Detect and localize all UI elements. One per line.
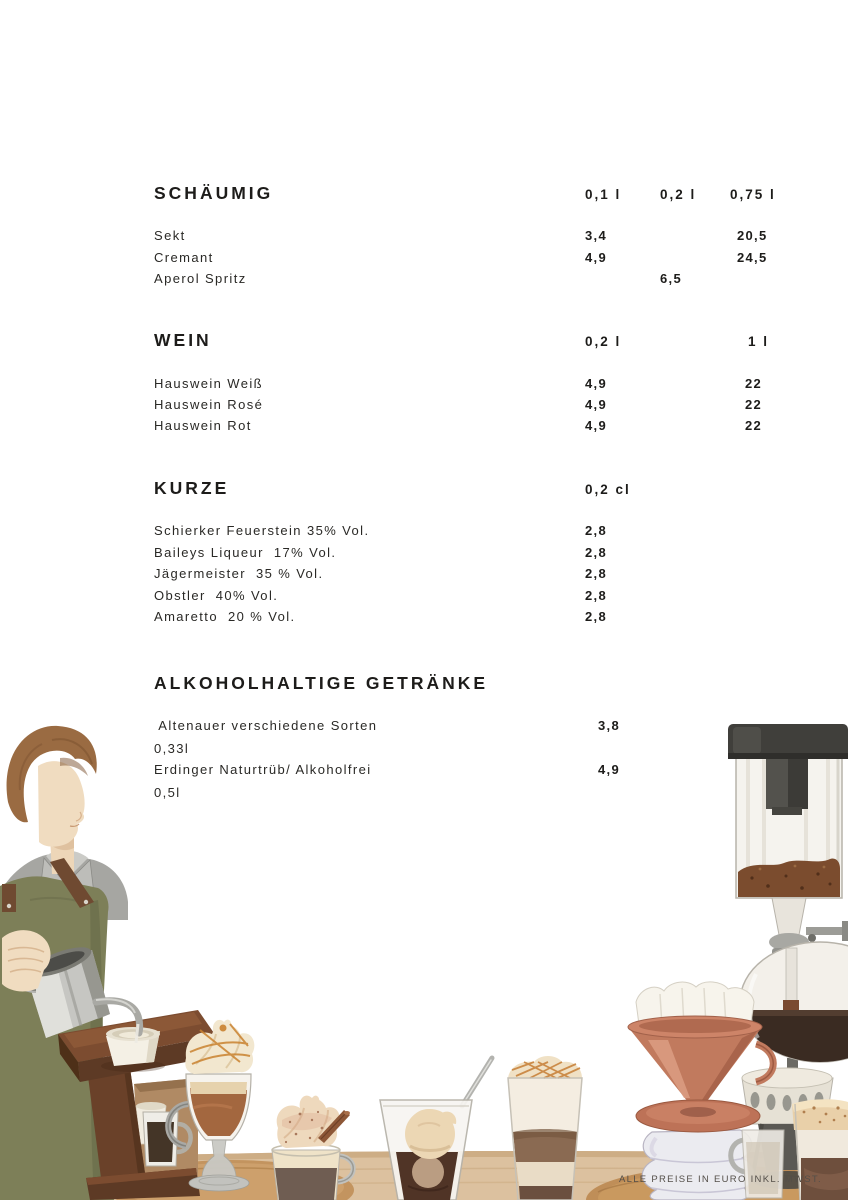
latte-macchiato-illustration	[508, 1056, 582, 1200]
column-header: 0,75 l	[730, 187, 776, 202]
item-name: Hauswein Weiß	[154, 376, 263, 391]
item-name: Hauswein Rot	[154, 418, 252, 433]
column-header: 0,2 l	[660, 187, 697, 202]
menu-item	[154, 272, 814, 288]
section-title: ALKOHOLHALTIGE GETRÄNKE	[154, 673, 489, 693]
item-price: 3,8	[598, 718, 620, 733]
menu-item	[154, 377, 814, 393]
item-price: 22	[745, 376, 763, 391]
item-name: Obstler 40% Vol.	[154, 587, 279, 603]
item-price: 2,8	[585, 609, 607, 624]
item-price: 2,8	[585, 523, 607, 538]
menu-item-size	[154, 742, 814, 758]
menu-item-size	[154, 786, 814, 802]
menu-item	[154, 524, 814, 540]
item-name: Cremant	[154, 249, 214, 265]
item-name: Aperol Spritz	[154, 271, 247, 286]
item-price: 3,4	[585, 228, 607, 243]
item-price: 2,8	[585, 544, 607, 560]
brew-stand	[86, 1068, 200, 1200]
foam-top	[508, 1056, 582, 1078]
section-title: SCHÄUMIG	[154, 183, 274, 203]
item-price: 4,9	[585, 249, 607, 265]
item-name: Amaretto 20 % Vol.	[154, 609, 296, 624]
menu-item	[154, 567, 814, 583]
menu-item	[154, 610, 814, 626]
item-name: Sekt	[154, 228, 186, 243]
item-name: Hauswein Rosé	[154, 397, 264, 412]
column-header: 0,2 l	[585, 334, 622, 349]
barista-face	[38, 761, 85, 847]
whipped-cream	[277, 1096, 340, 1148]
menu-item	[154, 229, 814, 245]
item-price: 22	[745, 397, 763, 412]
item-price: 4,9	[598, 762, 620, 777]
menu-item	[154, 419, 814, 435]
menu-item	[154, 546, 814, 562]
item-name: Altenauer verschiedene Sorten	[154, 718, 378, 733]
menu-item	[154, 589, 814, 605]
item-name: Erdinger Naturtrüb/ Alkoholfrei	[154, 762, 372, 777]
section-title: WEIN	[154, 330, 212, 350]
item-price: 4,9	[585, 397, 607, 412]
column-header: 0,1 l	[585, 187, 622, 202]
item-name: Schierker Feuerstein 35% Vol.	[154, 523, 370, 538]
item-price: 20,5	[737, 228, 768, 243]
item-price: 6,5	[660, 271, 682, 286]
menu-item	[154, 763, 814, 779]
menu-item	[154, 398, 814, 414]
column-header: 0,2 cl	[585, 482, 631, 497]
item-price: 22	[745, 418, 763, 433]
item-name: Jägermeister 35 % Vol.	[154, 566, 324, 581]
footer-note: ALLE PREISE IN EURO INKL. MWST.	[619, 1174, 822, 1185]
item-price: 2,8	[585, 587, 607, 603]
item-size: 0,33l	[154, 741, 190, 756]
dripper-bowl	[106, 1027, 160, 1066]
item-price: 24,5	[737, 249, 768, 265]
item-price: 2,8	[585, 566, 607, 581]
item-price: 4,9	[585, 418, 607, 433]
menu-item	[154, 719, 814, 735]
item-size: 0,5l	[154, 785, 181, 800]
menu-item	[154, 251, 814, 267]
item-price: 4,9	[585, 376, 607, 391]
item-name: Baileys Liqueur 17% Vol.	[154, 544, 337, 560]
glass-server	[642, 1124, 753, 1200]
column-header: 1 l	[748, 334, 770, 349]
section-title: KURZE	[154, 478, 230, 498]
dripper-saucer	[636, 1100, 760, 1132]
